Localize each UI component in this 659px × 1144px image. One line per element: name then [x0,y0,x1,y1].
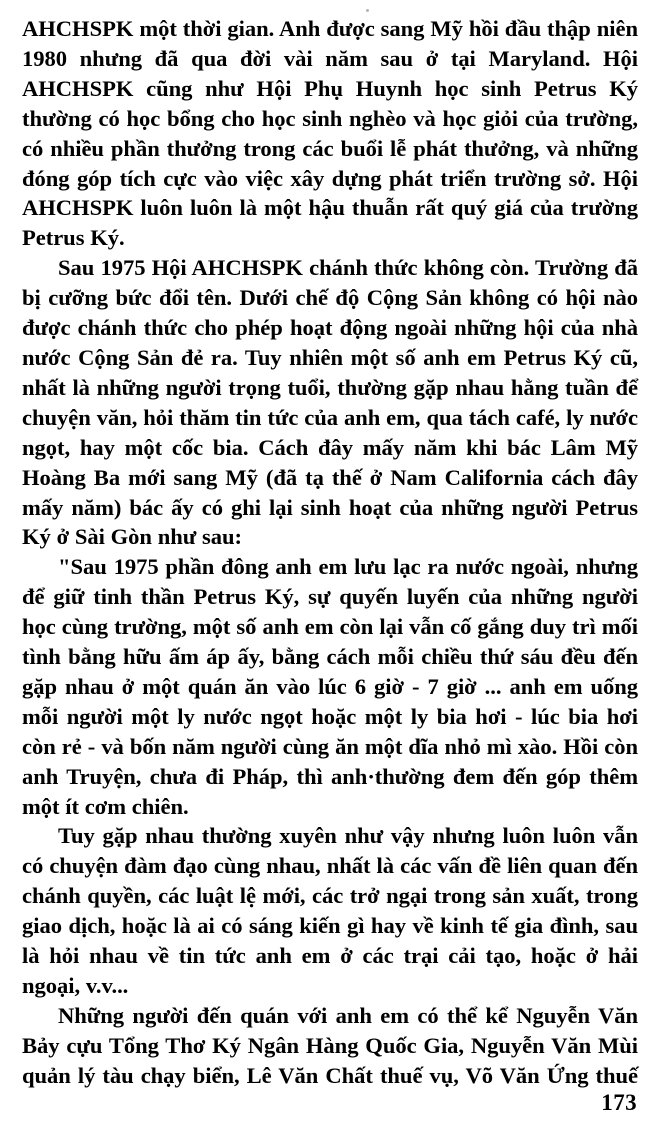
scan-artifact-speck [366,9,369,12]
paragraph-5-continues-next-page: Những người đến quán với anh em có thể kể Nguyễn Văn Bảy cựu Tổng Thơ Ký Ngân Hàng Quốc Gia, Nguyễn Văn Mùi quản lý tàu chạy biển, Lê Văn Chất thuế vụ, Võ Văn Ứng thuế [22,1002,638,1088]
page-text-block [22,14,638,1121]
paragraph-4: Tuy gặp nhau thường xuyên như vậy nhưng luôn luôn vẫn có chuyện đàm đạo cùng nhau, nhất là các vấn đề liên quan đến chánh quyền, các luật lệ mới, các trở ngại trong sản xuất, trong giao dịch, hoặc là ai có sáng kiến gì hay về kinh tế gia đình, sau là hỏi nhau về tin tức anh em ở các trại cải tạo, hoặc ở hải ngoại, v.v... [22,823,638,998]
paragraph-2: Sau 1975 Hội AHCHSPK chánh thức không còn. Trường đã bị cưỡng bức đổi tên. Dưới chế độ Cộng Sản không có hội nào được chánh thức cho phép hoạt động ngoài những hội của nhà nước Cộng Sản đẻ ra. Tuy nhiên một số anh em Petrus Ký cũ, nhất là những người trọng tuổi, thường gặp nhau hằng tuần để chuyện văn, hỏi thăm tin tức của anh em, qua tách café, ly nước ngọt, hay một cốc bia. Cách đây mấy năm khi bác Lâm Mỹ Hoàng Ba mới sang Mỹ (đã tạ thế ở Nam California cách đây mấy năm) bác ấy có ghi lại sinh hoạt của những người Petrus Ký ở Sài Gòn như sau: [22,255,638,550]
paragraph-3-quoted: "Sau 1975 phần đông anh em lưu lạc ra nước ngoài, nhưng để giữ tinh thần Petrus Ký, sự quyến luyến của những người học cùng trường, một số anh em còn lại vẫn cố gắng duy trì mối tình bằng hữu ấm áp ấy, bằng cách mỗi chiều thứ sáu đều đến gặp nhau ở một quán ăn vào lúc 6 giờ - 7 giờ ... anh em uống mỗi người một ly nước ngọt hoặc một ly bia hơi - lúc bia hơi còn rẻ - và bốn năm người cùng ăn một dĩa nhỏ mì xào. Hồi còn anh Truyện, chưa đi Pháp, thì anh·thường đem đến góp thêm một ít cơm chiên. [22,554,638,819]
paragraph-1: AHCHSPK một thời gian. Anh được sang Mỹ hồi đầu thập niên 1980 nhưng đã qua đời vài năm sau ở tại Maryland. Hội AHCHSPK cũng như Hội Phụ Huynh học sinh Petrus Ký thường có học bổng cho học sinh nghèo và học giỏi của trường, có nhiều phần thưởng trong các buổi lễ phát thưởng, và những đóng góp tích cực vào việc xây dựng phát triển trường sở. Hội AHCHSPK luôn luôn là một hậu thuẫn rất quý giá của trường Petrus Ký. [22,16,638,251]
page-number: 173 [601,1090,637,1115]
